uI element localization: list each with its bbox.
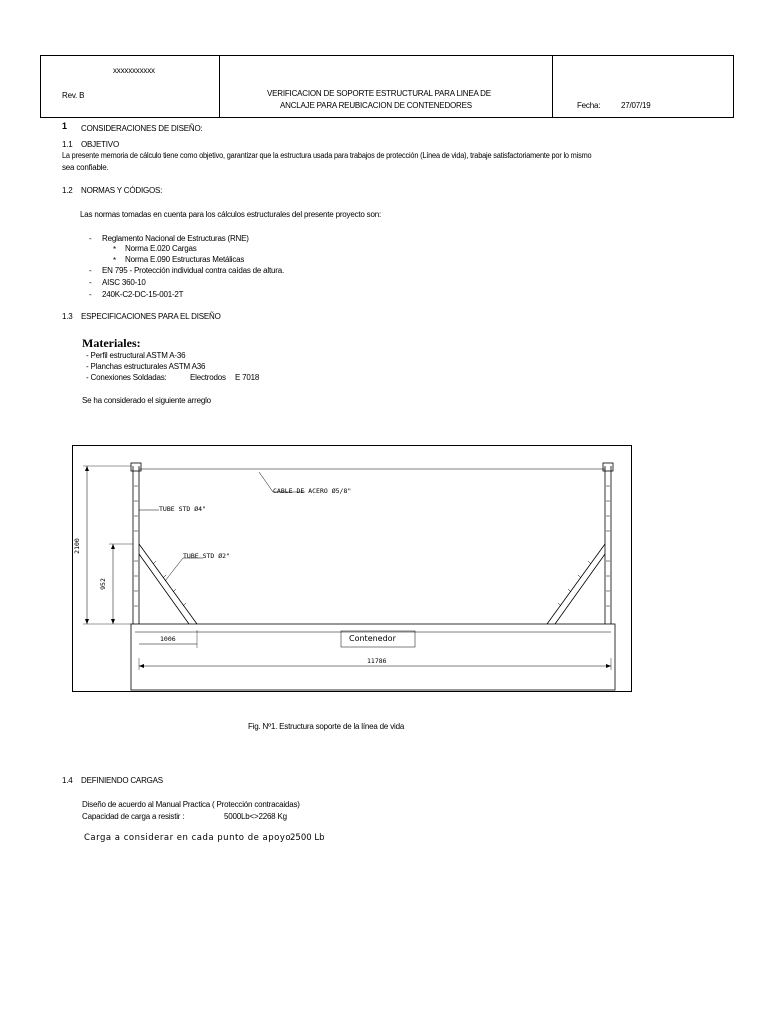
material-item: - Planchas estructurales ASTM A36 [86, 362, 206, 371]
header-box [40, 55, 734, 118]
s14-number: 1.4 [62, 776, 73, 785]
norm-bullet: - [89, 290, 92, 299]
design-line: Diseño de acuerdo al Manual Practica ( Protección contracaidas) [82, 800, 300, 809]
s13-title: ESPECIFICACIONES PARA EL DISEÑO [81, 312, 221, 321]
norm-bullet: - [89, 266, 92, 275]
s12-number: 1.2 [62, 186, 73, 195]
header-right-cell [552, 56, 733, 117]
tube1-label: TUBE STD Ø4" [159, 505, 206, 513]
tube2-leader [165, 558, 203, 581]
norm-item: Norma E.020 Cargas [125, 244, 197, 253]
dim-height-label: 2100 [72, 538, 81, 554]
electrode-label: Electrodos [190, 373, 226, 382]
s11-title: OBJETIVO [81, 140, 119, 149]
s13-number: 1.3 [62, 312, 73, 321]
norm-bullet: * [113, 245, 116, 254]
revision-label: Rev. B [62, 91, 85, 100]
structure-figure [72, 445, 632, 692]
document-code: xxxxxxxxxxx [113, 66, 155, 75]
dim-offset-label: 1006 [160, 635, 176, 643]
s11-body-line1: La presente memoria de cálculo tiene como objetivo, garantizar que la estructura usada para trabajos de protección (Línea de vida), trabaje satisfactoriamente por lo mismo [62, 151, 592, 160]
norm-bullet: - [89, 234, 92, 243]
material-item: - Perfil estructural ASTM A-36 [86, 351, 186, 360]
left-post-cap [131, 463, 141, 471]
s12-title: NORMAS Y CÓDIGOS: [81, 186, 163, 195]
section1-title: CONSIDERACIONES DE DISEÑO: [81, 124, 203, 133]
tube2-label: TUBE STD Ø2" [183, 552, 230, 560]
structure-drawing [73, 446, 631, 691]
s11-body-line2: sea confiable. [62, 163, 109, 172]
electrode-value: E 7018 [235, 373, 260, 382]
norm-bullet: * [113, 256, 116, 265]
s14-title: DEFINIENDO CARGAS [81, 776, 163, 785]
s12-intro: Las normas tomadas en cuenta para los cálculos estructurales del presente proyecto son: [80, 210, 381, 219]
right-post-cap [603, 463, 613, 471]
s11-number: 1.1 [62, 140, 73, 149]
date-label: Fecha: [577, 101, 601, 110]
arrangement-text: Se ha considerado el siguiente arreglo [82, 396, 211, 405]
container-label: Contenedor [349, 634, 396, 643]
norm-item: AISC 360-10 [102, 278, 146, 287]
header-left-cell [41, 56, 220, 117]
date-value: 27/07/19 [621, 101, 651, 110]
capacity-value: 5000Lb<>2268 Kg [224, 812, 287, 821]
capacity-label: Capacidad de carga a resistir : [82, 812, 185, 821]
header-title-line2: ANCLAJE PARA REUBICACION DE CONTENEDORES [280, 101, 472, 110]
dim-length-label: 11786 [367, 657, 387, 665]
material-item: - Conexiones Soldadas: [86, 373, 167, 382]
cable-label: CABLE DE ACERO Ø5/8" [273, 487, 352, 495]
norm-bullet: - [89, 278, 92, 287]
norm-item: EN 795 - Protección individual contra caídas de altura. [102, 266, 284, 275]
dim-brace-label: 952 [98, 578, 107, 590]
norm-item: 240K-C2-DC-15-001-2T [102, 290, 184, 299]
figure-caption: Fig. Nº1. Estructura soporte de la línea de vida [248, 722, 405, 731]
norm-item: Reglamento Nacional de Estructuras (RNE) [102, 234, 249, 243]
right-brace [547, 544, 605, 624]
header-title-line1: VERIFICACION DE SOPORTE ESTRUCTURAL PARA LINEA DE [267, 89, 491, 98]
materials-title: Materiales: [82, 336, 141, 350]
section1-number: 1 [62, 121, 68, 131]
load-label: Carga a considerar en cada punto de apoyo [84, 833, 292, 843]
load-value: 2500 Lb [290, 833, 325, 843]
norm-item: Norma E.090 Estructuras Metálicas [125, 255, 245, 264]
